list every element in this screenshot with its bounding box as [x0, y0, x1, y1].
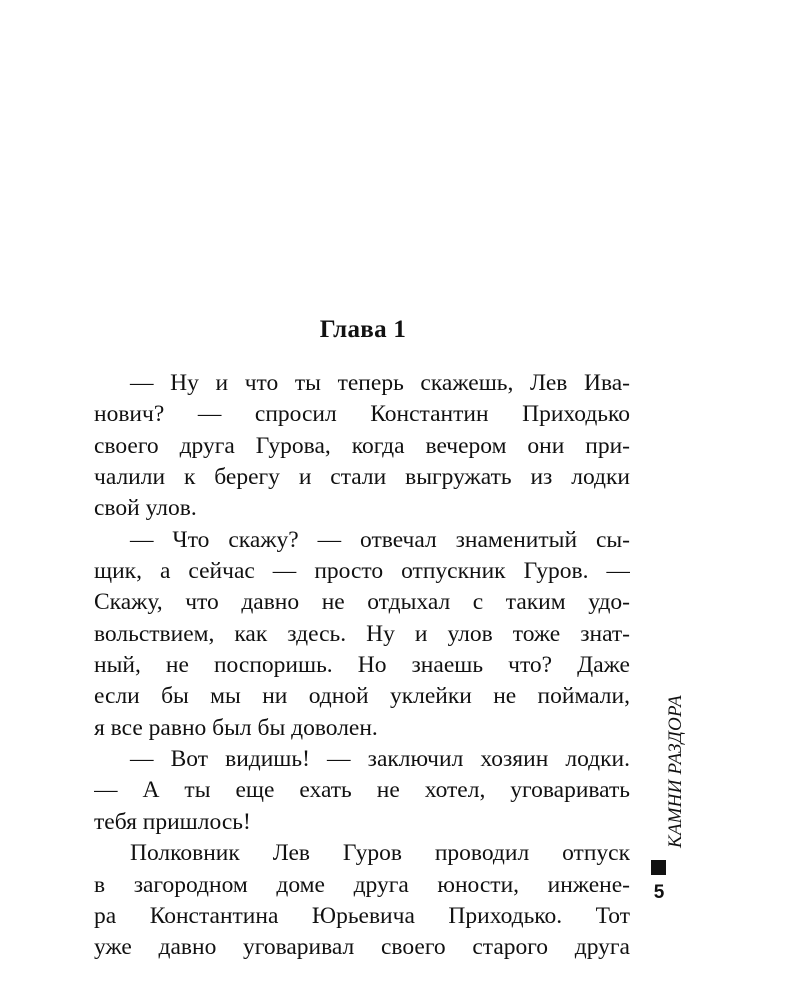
text-line: нович? — спросил Константин Приходько	[94, 401, 630, 428]
text-line: я все равно был бы доволен.	[94, 714, 378, 741]
text-line: щик, а сейчас — просто отпускник Гуров. —	[94, 558, 630, 585]
chapter-title: Глава 1	[319, 316, 407, 343]
text-line: Полковник Лев Гуров проводил отпуск	[130, 840, 630, 867]
text-line: — Что скажу? — отвечал знаменитый сы-	[130, 526, 630, 553]
text-line: ный, не поспоришь. Но знаешь что? Даже	[94, 652, 630, 679]
text-line: своего друга Гурова, когда вечером они при-	[94, 432, 630, 459]
text-line: — Вот видишь! — заключил хозяин лодки.	[130, 746, 630, 773]
text-line: в загородном доме друга юности, инжене-	[94, 871, 630, 898]
page-number: 5	[653, 882, 665, 903]
square-bullet-icon	[651, 860, 666, 875]
text-line: уже давно уговаривал своего старого друга	[94, 934, 630, 961]
body-text	[94, 368, 630, 964]
text-line: ра Константина Юрьевича Приходько. Тот	[94, 902, 630, 929]
text-line: Скажу, что давно не отдыхал с таким удо-	[94, 589, 630, 616]
text-line: вольствием, как здесь. Ну и улов тоже знат-	[94, 620, 630, 647]
text-line: — А ты еще ехать не хотел, уговаривать	[94, 777, 630, 804]
running-book-title: КАМНИ РАЗДОРА	[665, 695, 686, 848]
text-line: тебя пришлось!	[94, 808, 251, 835]
text-line: чалили к берегу и стали выгружать из лодки	[94, 464, 630, 491]
text-line: — Ну и что ты теперь скажешь, Лев Ива-	[130, 370, 630, 396]
text-line: если бы мы ни одной уклейки не поймали,	[94, 683, 630, 710]
text-line: свой улов.	[94, 495, 197, 522]
